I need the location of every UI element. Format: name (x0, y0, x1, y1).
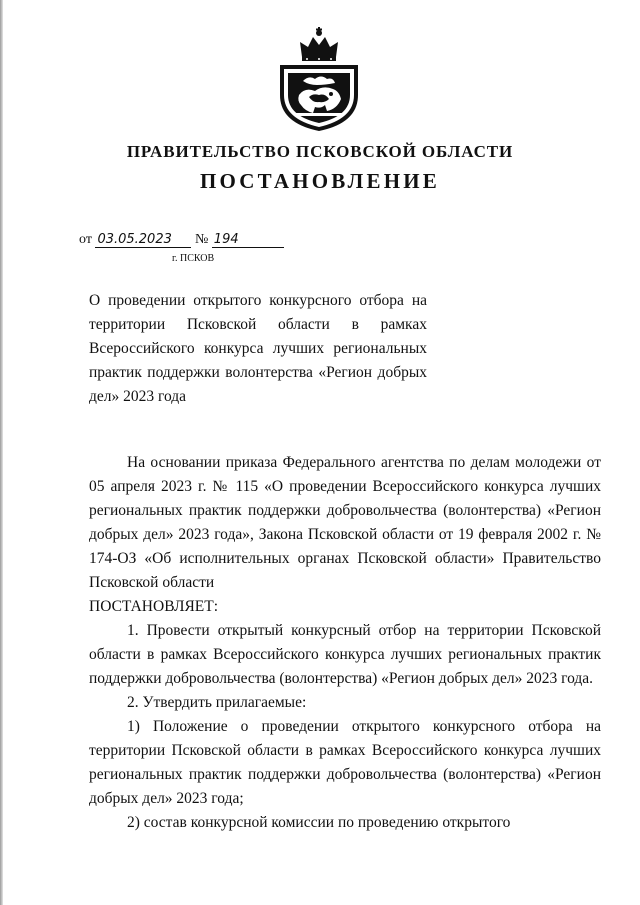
number-prefix: № (194, 232, 209, 247)
crown-icon (300, 27, 338, 61)
scan-edge (0, 0, 3, 905)
preamble-paragraph: На основании приказа Федерального агентства по делам молодежи от 05 апреля 2023 г. № 115 «О проведении Всероссийского конкурса лучших региональных практик поддержки добровольчества (волонтерства) «Регион добрых дел» 2023 года», Закона Псковской области от 19 февраля 2002 г. № 174-ОЗ «Об исполнительных органах Псковской области» Правительство Псковской области (89, 454, 601, 591)
clause-2-item-2: 2) состав конкурсной комиссии по проведению открытого (127, 814, 511, 831)
document-number: 194 (212, 232, 284, 248)
resolve-word: ПОСТАНОВЛЯЕТ: (89, 598, 219, 615)
government-title: ПРАВИТЕЛЬСТВО ПСКОВСКОЙ ОБЛАСТИ (126, 142, 514, 161)
clause-2: 2. Утвердить прилагаемые: (127, 694, 307, 711)
clause-2-item-1: 1) Положение о проведении открытого конкурсного отбора на территории Псковской области в рамках Всероссийского конкурса лучших региональных практик поддержки добровольчества (волонтерства) «Регион добрых дел» 2023 года; (89, 718, 601, 807)
document-subject: О проведении открытого конкурсного отбора на территории Псковской области в рамках Всероссийского конкурса лучших региональных практик поддержки волонтерства «Регион добрых дел» 2023 года (89, 292, 427, 405)
date-prefix: от (79, 232, 92, 247)
date-number-line (79, 232, 284, 248)
document-type: ПОСТАНОВЛЕНИЕ (199, 169, 441, 193)
pskov-coat-of-arms-icon (275, 25, 363, 133)
city: г. ПСКОВ (172, 253, 215, 264)
document-body (89, 451, 601, 835)
document-date: 03.05.2023 (95, 232, 191, 248)
clause-1: 1. Провести открытый конкурсный отбор на территории Псковской области в рамках Всероссийского конкурса лучших региональных практик поддержки добровольчества (волонтерства) «Регион добрых дел» 2023 года. (89, 622, 601, 687)
